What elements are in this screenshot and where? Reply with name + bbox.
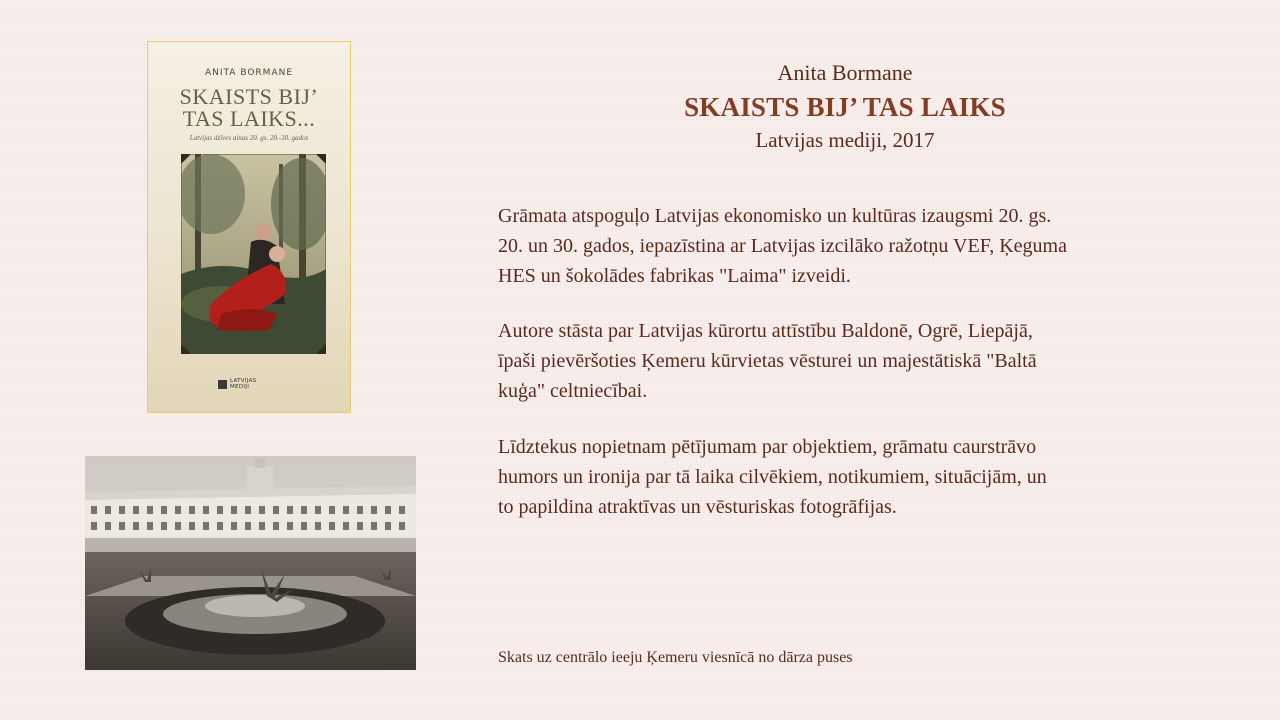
cover-title-line1: SKAISTS BIJ’: [179, 84, 319, 109]
description-paragraph-3: Līdztekus nopietnam pētījumam par objektiem, grāmatu caurstrāvo humors un ironija par tā laika cilvēkiem, notikumiem, situācijām, un to papildina atraktīvas un vēsturiskas fotogrāfijas.: [498, 436, 1047, 518]
book-cover: [147, 41, 351, 413]
photo-caption: Skats uz centrālo ieeju Ķemeru viesnīcā no dārza puses: [498, 649, 853, 666]
cover-subtitle: Latvijas dzīves ainas 20. gs. 20.-30. gados: [189, 134, 309, 142]
book-author: Anita Bormane: [777, 60, 913, 85]
cover-author: ANITA BORMANE: [204, 68, 294, 78]
book-publisher: Latvijas mediji, 2017: [755, 128, 935, 152]
cover-publisher: [218, 378, 264, 390]
publisher-line2: MEDIJI: [230, 384, 250, 390]
cover-painting-image: [181, 154, 326, 354]
description-paragraph-1: Grāmata atspoguļo Latvijas ekonomisko un kultūras izaugsmi 20. gs. 20. un 30. gados, iepazīstina ar Latvijas izcilāko ražotņu VEF, Ķeguma HES un šokolādes fabrikas "Laima" izveidi.: [498, 205, 1067, 287]
publisher-line1: LATVIJAS: [230, 378, 257, 384]
book-title: SKAISTS BIJ’ TAS LAIKS: [684, 92, 1006, 122]
kemeri-hotel-photo: [85, 456, 416, 670]
cover-title-line2: TAS LAIKS...: [182, 106, 316, 131]
description-paragraph-2: Autore stāsta par Latvijas kūrortu attīstību Baldonē, Ogrē, Liepājā, īpaši pievēršoties Ķemeru kūrvietas vēsturei un majestātiskā "Baltā kuģa" celtniecībai.: [498, 320, 1037, 402]
publisher-logo-icon: [218, 380, 227, 389]
cover-title: [148, 86, 350, 130]
